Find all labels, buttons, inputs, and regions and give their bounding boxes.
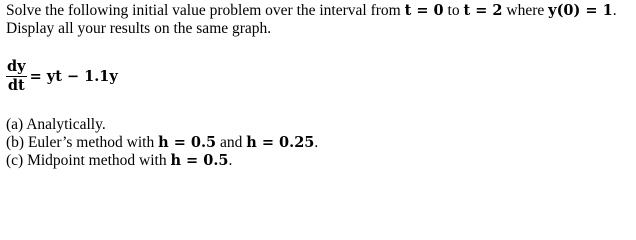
problem-line-1 [6,2,617,20]
part-c-text: . [228,152,233,169]
problem-text: to [443,2,464,19]
part-b-text: . [314,134,319,151]
problem-line-2: Display all your results on the same graph. [6,20,272,37]
part-c-text: (c) Midpoint method with [6,152,171,169]
fraction-numerator: dy [7,57,26,75]
math-step-size: h = 0.5 [170,152,229,169]
part-a: (a) Analytically. [6,116,106,133]
math-start-time: t = 0 [404,2,444,19]
equation-right-side: = yt − 1.1y [29,67,118,85]
differential-equation [6,56,118,96]
part-b [6,134,318,152]
problem-text: where [502,2,549,19]
math-step-size-2: h = 0.25 [246,134,315,151]
part-b-text: (b) Euler’s method with [6,134,159,151]
math-initial-condition: y(0) = 1 [548,2,613,19]
math-end-time: t = 2 [463,2,503,19]
problem-text: . [612,2,617,19]
problem-text: Solve the following initial value problem over the interval from [6,2,405,19]
part-b-text: and [216,134,247,151]
part-c [6,152,232,170]
fraction-denominator: dt [7,76,25,94]
derivative-fraction [6,59,27,94]
math-step-size-1: h = 0.5 [158,134,217,151]
